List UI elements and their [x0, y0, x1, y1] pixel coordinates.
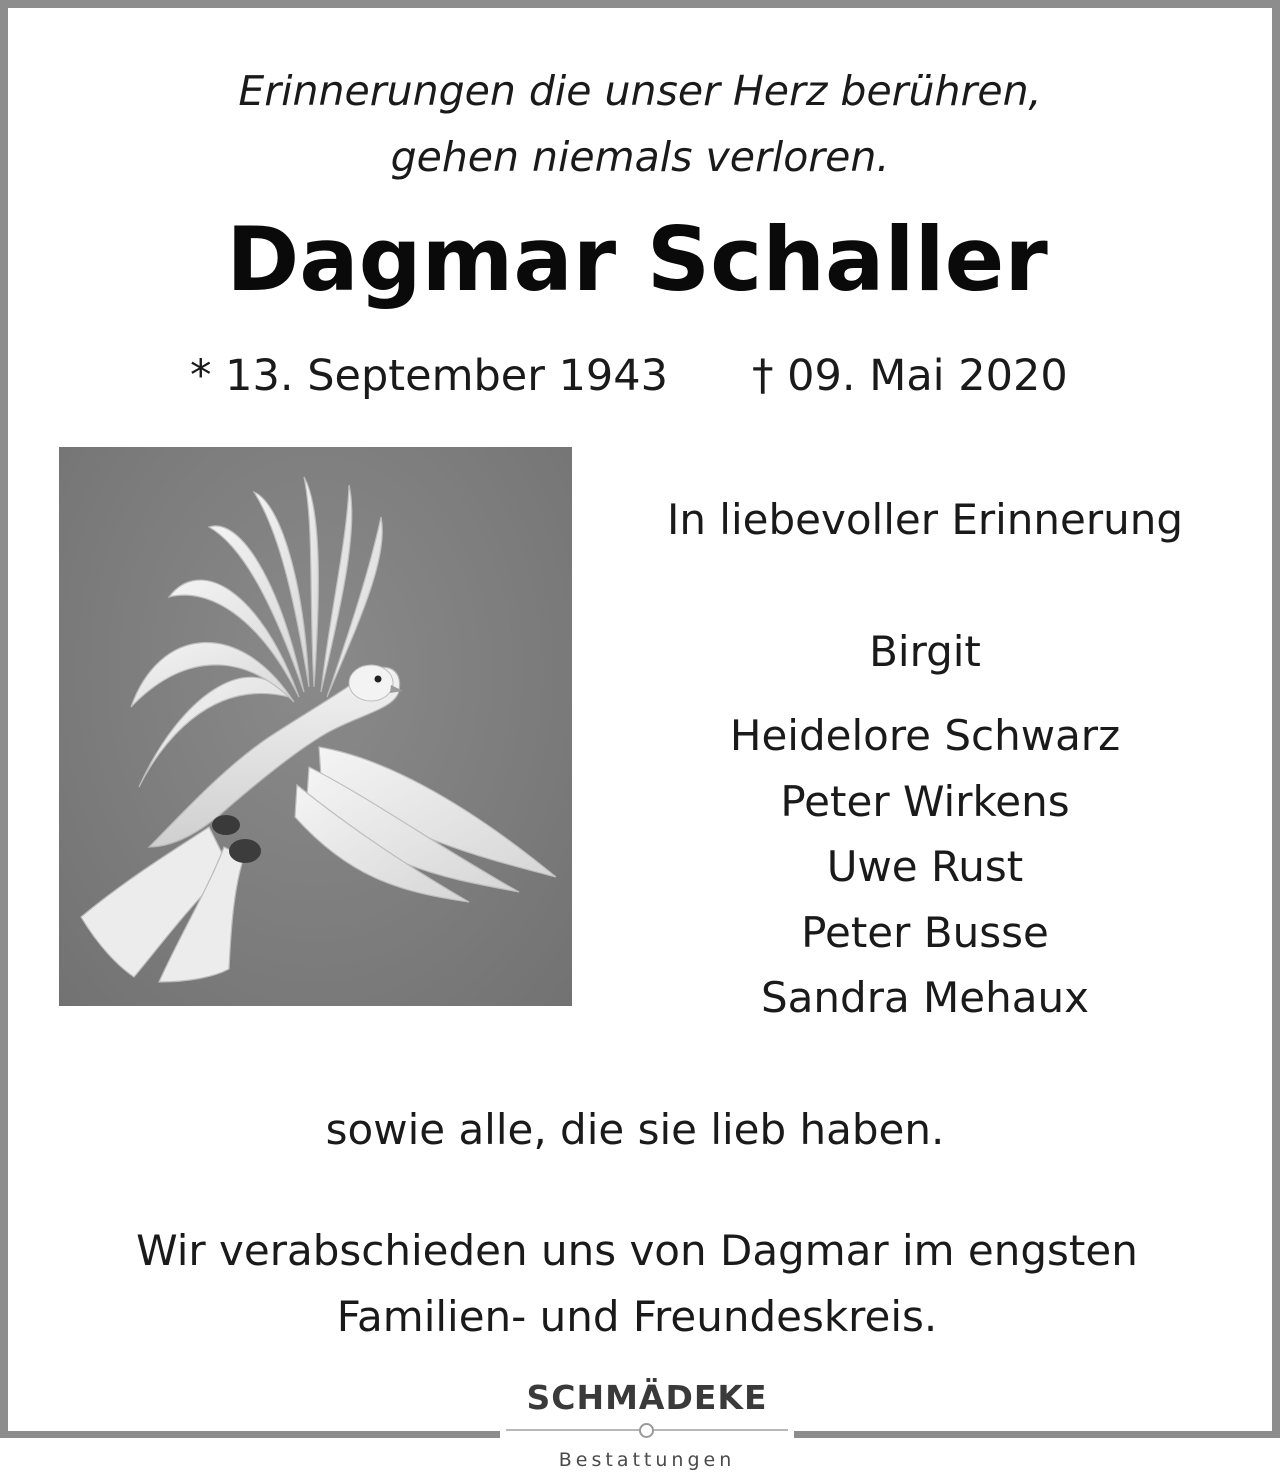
dove-photo — [59, 447, 572, 1006]
motto-line-2: gehen niemals verloren. — [390, 133, 890, 181]
funeral-home-logo — [500, 1372, 794, 1471]
white-dove-icon — [59, 447, 572, 1006]
farewell-text — [0, 1218, 1274, 1350]
logo-name: SCHMÄDEKE — [526, 1378, 768, 1417]
farewell-line-2: Familien- und Freundeskreis. — [336, 1292, 938, 1341]
mourner-name: Uwe Rust — [826, 842, 1024, 891]
death-date: † 09. Mai 2020 — [752, 351, 1068, 401]
birth-date: * 13. September 1943 — [190, 351, 668, 401]
also-loved-line: sowie alle, die sie lieb haben. — [325, 1105, 945, 1154]
mourner-name: Peter Busse — [801, 907, 1049, 957]
farewell-line-1: Wir verabschieden uns von Dagmar im engsten — [136, 1226, 1138, 1275]
motto-line-1: Erinnerungen die unser Herz berühren, — [238, 67, 1042, 115]
logo-subtitle: Bestattungen — [558, 1449, 736, 1471]
memory-heading: In liebevoller Erinnerung — [666, 495, 1184, 544]
mourner-name: Sandra Mehaux — [761, 973, 1089, 1022]
ring-icon — [639, 1423, 654, 1438]
deceased-name: Dagmar Schaller — [226, 208, 1048, 311]
mourners-list — [620, 703, 1230, 1031]
mourner-name: Heidelore Schwarz — [729, 711, 1121, 760]
mourner-birgit: Birgit — [869, 627, 981, 676]
mourner-name: Peter Wirkens — [780, 776, 1070, 826]
motto-quote — [0, 58, 1280, 190]
